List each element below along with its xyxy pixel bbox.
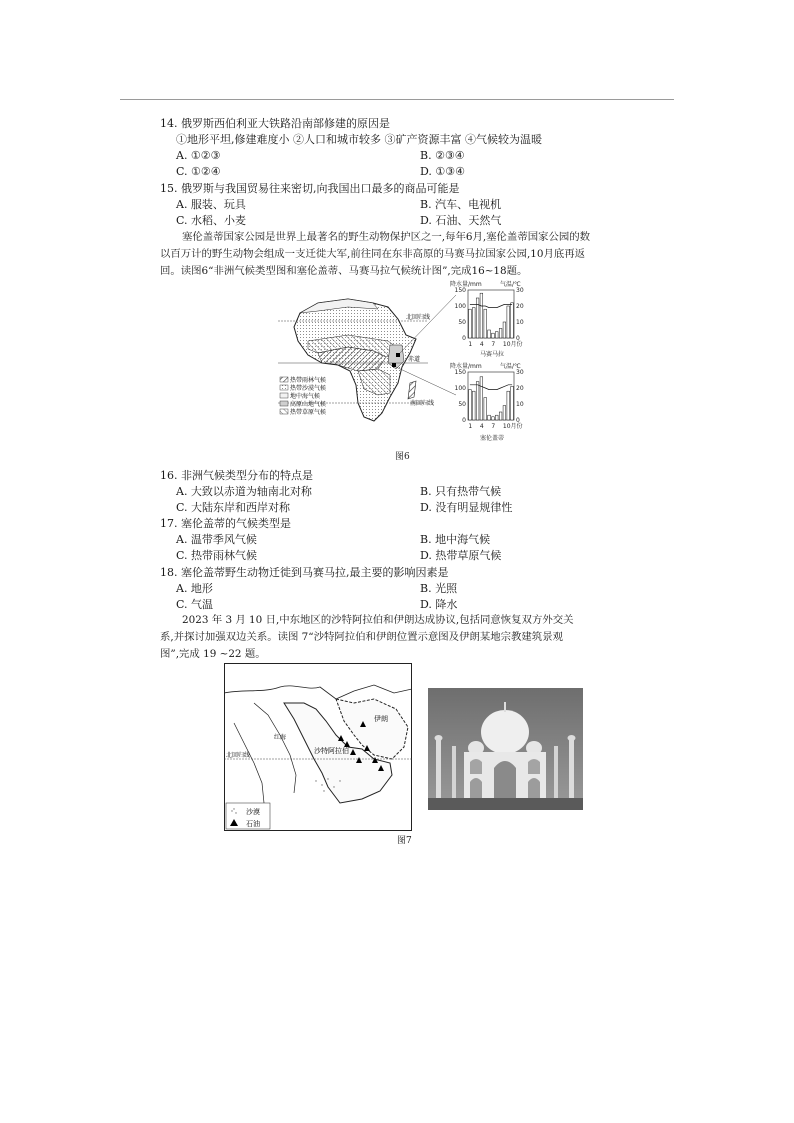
precipitation-bar (488, 415, 491, 420)
fig7-legend (226, 803, 270, 829)
precipitation-bar (488, 330, 491, 338)
right-axis-tick: 10 (516, 401, 524, 408)
precipitation-bar (499, 328, 502, 338)
q15-option-d[interactable]: D. 石油、天然气 (420, 214, 502, 227)
legend-savanna: 热带草原气候 (290, 409, 327, 416)
precipitation-bar (480, 377, 483, 420)
q18-stem: 18. 塞伦盖蒂野生动物迁徙到马赛马拉,最主要的影响因素是 (160, 566, 449, 579)
label-tropic: 北回归线 (226, 752, 251, 759)
precipitation-bar (507, 391, 510, 420)
fig6-legend (280, 376, 326, 416)
precipitation-bar (472, 308, 475, 338)
precipitation-bar (472, 391, 475, 420)
serengeti-marker (392, 363, 396, 367)
precipitation-bar (476, 382, 479, 420)
x-axis-tick: 1 (468, 341, 473, 348)
main-dome (481, 710, 529, 754)
q16-option-b[interactable]: B. 只有热带气候 (420, 485, 502, 498)
right-axis-tick: 20 (516, 303, 524, 310)
precipitation-bar (484, 398, 487, 420)
x-axis-tick: 10月份 (502, 341, 523, 348)
africa-climate-map (278, 285, 458, 435)
fig6-caption: 图6 (395, 452, 410, 462)
q14-statements: ①地形平坦,修建难度小 ②人口和城市较多 ③矿产资源丰富 ④气候较为温暖 (176, 133, 542, 146)
legend-mediterranean: 地中海气候 (290, 393, 321, 400)
chart-top-ylabel-left: 降水量/mm (450, 281, 482, 288)
label-saudi: 沙特阿拉伯 (314, 747, 349, 755)
right-axis-tick: 0 (516, 335, 520, 342)
minaret-right-inner (554, 746, 558, 800)
passage2-line1: 2023 年 3 月 10 日,中东地区的沙特阿拉伯和伊朗达成协议,包括同意恢复双方外交关 (182, 614, 574, 626)
q16-stem: 16. 非洲气候类型分布的特点是 (160, 469, 313, 482)
chart-top-name: 马赛马拉 (480, 351, 505, 358)
label-red-sea: 红海 (274, 734, 287, 741)
q14-option-c[interactable]: C. ①②④ (176, 165, 221, 178)
passage1-line2: 以百万计的野生动物会组成一支迁徙大军,前往同在东非高原的马赛马拉国家公园,10月底再返 (160, 248, 586, 260)
q18-option-a[interactable]: A. 地形 (176, 582, 213, 595)
central-arch (494, 761, 516, 800)
precipitation-bar (495, 415, 498, 420)
q17-option-c[interactable]: C. 热带雨林气候 (176, 549, 258, 562)
q15-option-c[interactable]: C. 水稻、小麦 (176, 214, 247, 227)
chart-bottom-ylabel-left: 降水量/mm (450, 363, 482, 370)
minaret-left-outer (436, 740, 441, 800)
chart-bottom-ylabel-right: 气温/℃ (500, 363, 521, 370)
right-axis-tick: 20 (516, 385, 524, 392)
q16-option-a[interactable]: A. 大致以赤道为轴南北对称 (176, 485, 312, 498)
precipitation-bar (503, 322, 506, 338)
masai-mara-marker (396, 353, 400, 357)
leader-line-bottom (396, 367, 456, 395)
precipitation-bar (507, 306, 510, 338)
right-axis-tick: 30 (516, 369, 524, 376)
tropic-north-label: 北回归线 (406, 314, 431, 321)
precipitation-bar (511, 303, 514, 338)
chart-bottom-name: 塞伦盖蒂 (480, 435, 505, 442)
header-rule (120, 99, 674, 100)
passage1-line3: 回。读图6“非洲气候类型图和塞伦盖蒂、马赛马拉气候统计图”,完成16~18题。 (160, 265, 528, 277)
legend-rainforest: 热带雨林气候 (290, 377, 327, 384)
q14-option-b[interactable]: B. ②③④ (420, 149, 465, 162)
x-axis-tick: 1 (468, 423, 473, 430)
precipitation-bar (492, 417, 495, 420)
left-axis-tick: 50 (458, 319, 466, 326)
q16-option-c[interactable]: C. 大陆东岸和西岸对称 (176, 501, 291, 514)
chart-serengeti (450, 362, 536, 446)
x-axis-tick: 4 (479, 423, 484, 430)
madagascar (408, 381, 416, 399)
q15-stem: 15. 俄罗斯与我国贸易往来密切,向我国出口最多的商品可能是 (160, 182, 460, 195)
legend-desert-label: 沙漠 (246, 808, 260, 816)
q14-option-a[interactable]: A. ①②③ (176, 149, 221, 162)
q16-option-d[interactable]: D. 没有明显规律性 (420, 501, 513, 514)
precipitation-bar (484, 309, 487, 338)
precipitation-bar (511, 386, 514, 420)
q14-stem: 14. 俄罗斯西伯利亚大铁路沿南部修建的原因是 (160, 117, 390, 130)
q17-option-d[interactable]: D. 热带草原气候 (420, 549, 502, 562)
passage2-line3: 图”,完成 19 ~22 题。 (160, 648, 266, 660)
left-axis-tick: 100 (454, 385, 466, 392)
equator-label: 赤道 (408, 356, 421, 363)
label-iran: 伊朗 (374, 715, 388, 723)
minaret-left-inner (452, 746, 456, 800)
q18-option-b[interactable]: B. 光照 (420, 582, 458, 595)
tropic-south-label: 南回归线 (410, 400, 435, 407)
left-axis-tick: 0 (462, 417, 466, 424)
precipitation-bar (480, 293, 483, 338)
passage1-line1: 塞伦盖蒂国家公园是世界上最著名的野生动物保护区之一,每年6月,塞伦盖蒂国家公园的数 (182, 231, 591, 243)
left-axis-tick: 0 (462, 335, 466, 342)
q18-option-d[interactable]: D. 降水 (420, 598, 458, 611)
legend-highland: 高原山地气候 (290, 401, 327, 408)
religious-building-photo (428, 688, 583, 810)
minaret-right-outer (569, 740, 574, 800)
passage2-line2: 系,并探讨加强双边关系。读图 7“沙特阿拉伯和伊朗位置示意图及伊朗某地宗教建筑景观 (160, 631, 563, 643)
chart-top-ylabel-right: 气温/℃ (500, 281, 521, 288)
precipitation-bar (476, 298, 479, 338)
precipitation-bar (499, 412, 502, 420)
q15-option-b[interactable]: B. 汽车、电视机 (420, 198, 502, 211)
q17-option-b[interactable]: B. 地中海气候 (420, 533, 491, 546)
x-axis-tick: 7 (491, 341, 496, 348)
precipitation-bar (503, 406, 506, 420)
chart-masai-mara (450, 280, 536, 360)
left-axis-tick: 150 (454, 369, 466, 376)
right-axis-tick: 30 (516, 287, 524, 294)
x-axis-tick: 10月份 (502, 423, 523, 430)
left-axis-tick: 50 (458, 401, 466, 408)
fig7-caption: 图7 (397, 836, 412, 846)
q17-stem: 17. 塞伦盖蒂的气候类型是 (160, 517, 291, 530)
photo-base (428, 798, 583, 810)
q18-option-c[interactable]: C. 气温 (176, 598, 214, 611)
precipitation-bar (495, 332, 498, 338)
q14-option-d[interactable]: D. ①③④ (420, 165, 466, 178)
x-axis-tick: 4 (479, 341, 484, 348)
precipitation-bar (469, 390, 472, 420)
leader-line-top (400, 295, 456, 353)
x-axis-tick: 7 (491, 423, 496, 430)
precipitation-bar (492, 333, 495, 338)
middle-east-map (224, 663, 412, 831)
legend-oil-label: 石油 (246, 820, 260, 828)
right-axis-tick: 0 (516, 417, 520, 424)
right-axis-tick: 10 (516, 319, 524, 326)
q15-option-a[interactable]: A. 服装、玩具 (176, 198, 246, 211)
precipitation-bar (469, 309, 472, 338)
left-axis-tick: 150 (454, 287, 466, 294)
q17-option-a[interactable]: A. 温带季风气候 (176, 533, 257, 546)
left-axis-tick: 100 (454, 303, 466, 310)
legend-desert: 热带沙漠气候 (290, 385, 327, 392)
